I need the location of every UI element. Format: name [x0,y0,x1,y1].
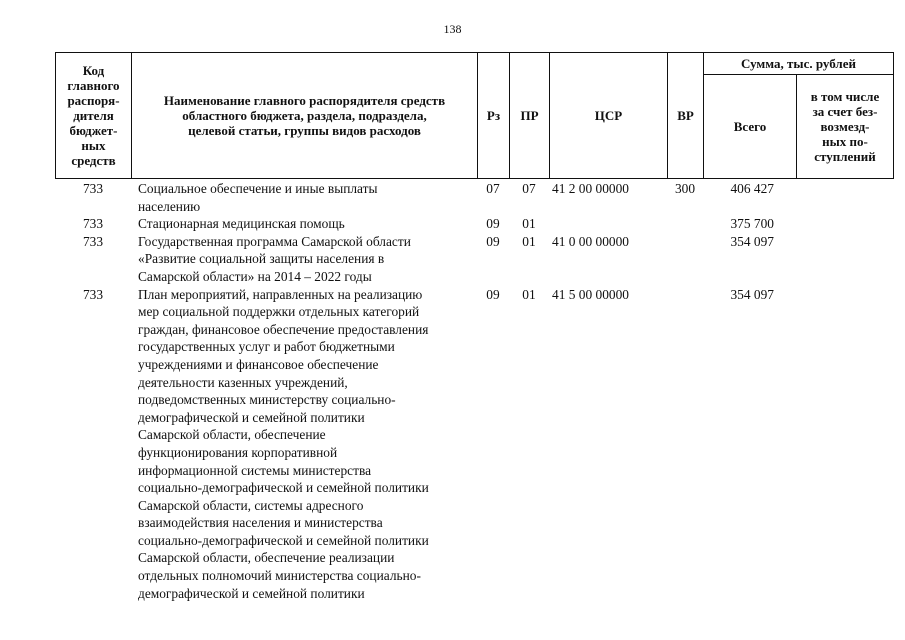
cell-kod: 733 [82,181,104,196]
header-bezvozm: в том числе за счет без- возмезд- ных по- ступлений [797,75,894,179]
cell-vr: 300 [674,181,696,196]
cell-pr: 01 [522,233,536,249]
table-row [55,233,893,286]
table-header [55,52,894,179]
header-vr: ВР [668,53,704,179]
cell-name: План мероприятий, направленных на реализацию мер социальной поддержки отдельных категорий граждан, финансовое обеспечение предоставления государственных услуг и работ бюджетными учреждениями и финансовое обеспечение деятельности казенных учреждений, подведомственных министерству социально- демографической и семейной политики Самарской области, обеспечение функционирования корпоративной информационной системы министерства социально-демографической и семейной политики Самарской области, системы адресного взаимодействия населения и министерства социально-демографической и семейной политики Самарской области, обеспечение реализации отдельных полномочий министерства социально- демографической и семейной политики [138,286,429,601]
cell-kod: 733 [82,286,104,302]
cell-csr: 41 5 00 00000 [552,286,629,302]
header-sum-group: Сумма, тыс. рублей [704,53,894,75]
table-body [55,180,893,602]
cell-name: Стационарная медицинская помощь [138,216,345,232]
cell-rz: 09 [486,233,500,249]
header-total: Всего [704,75,797,179]
page-number: 138 [443,22,462,36]
cell-total: 406 427 [730,181,774,196]
table-row [55,286,893,603]
header-kod: Код главного распоря- дителя бюджет- ных средств [56,53,132,179]
cell-pr: 01 [522,286,536,302]
cell-kod: 733 [82,233,104,249]
cell-total: 354 097 [730,233,774,249]
cell-rz: 07 [486,181,500,196]
cell-pr: 07 [522,181,536,196]
header-rz: Рз [478,53,510,179]
cell-total: 375 700 [730,216,774,232]
cell-name: Государственная программа Самарской области «Развитие социальной защиты населения в Самарской области» на 2014 – 2022 годы [138,233,411,284]
table-row [55,180,893,215]
cell-csr: 41 0 00 00000 [552,233,629,249]
cell-rz: 09 [486,216,500,232]
cell-name: Социальное обеспечение и иные выплаты населению [138,181,378,214]
cell-kod: 733 [82,216,104,232]
header-pr: ПР [510,53,550,179]
cell-pr: 01 [522,216,536,232]
cell-total: 354 097 [730,286,774,302]
header-csr: ЦСР [550,53,668,179]
cell-csr: 41 2 00 00000 [552,181,629,196]
header-name: Наименование главного распорядителя средств областного бюджета, раздела, подраздела, целевой статьи, группы видов расходов [132,53,478,179]
cell-rz: 09 [486,286,500,302]
table-row [55,215,893,233]
